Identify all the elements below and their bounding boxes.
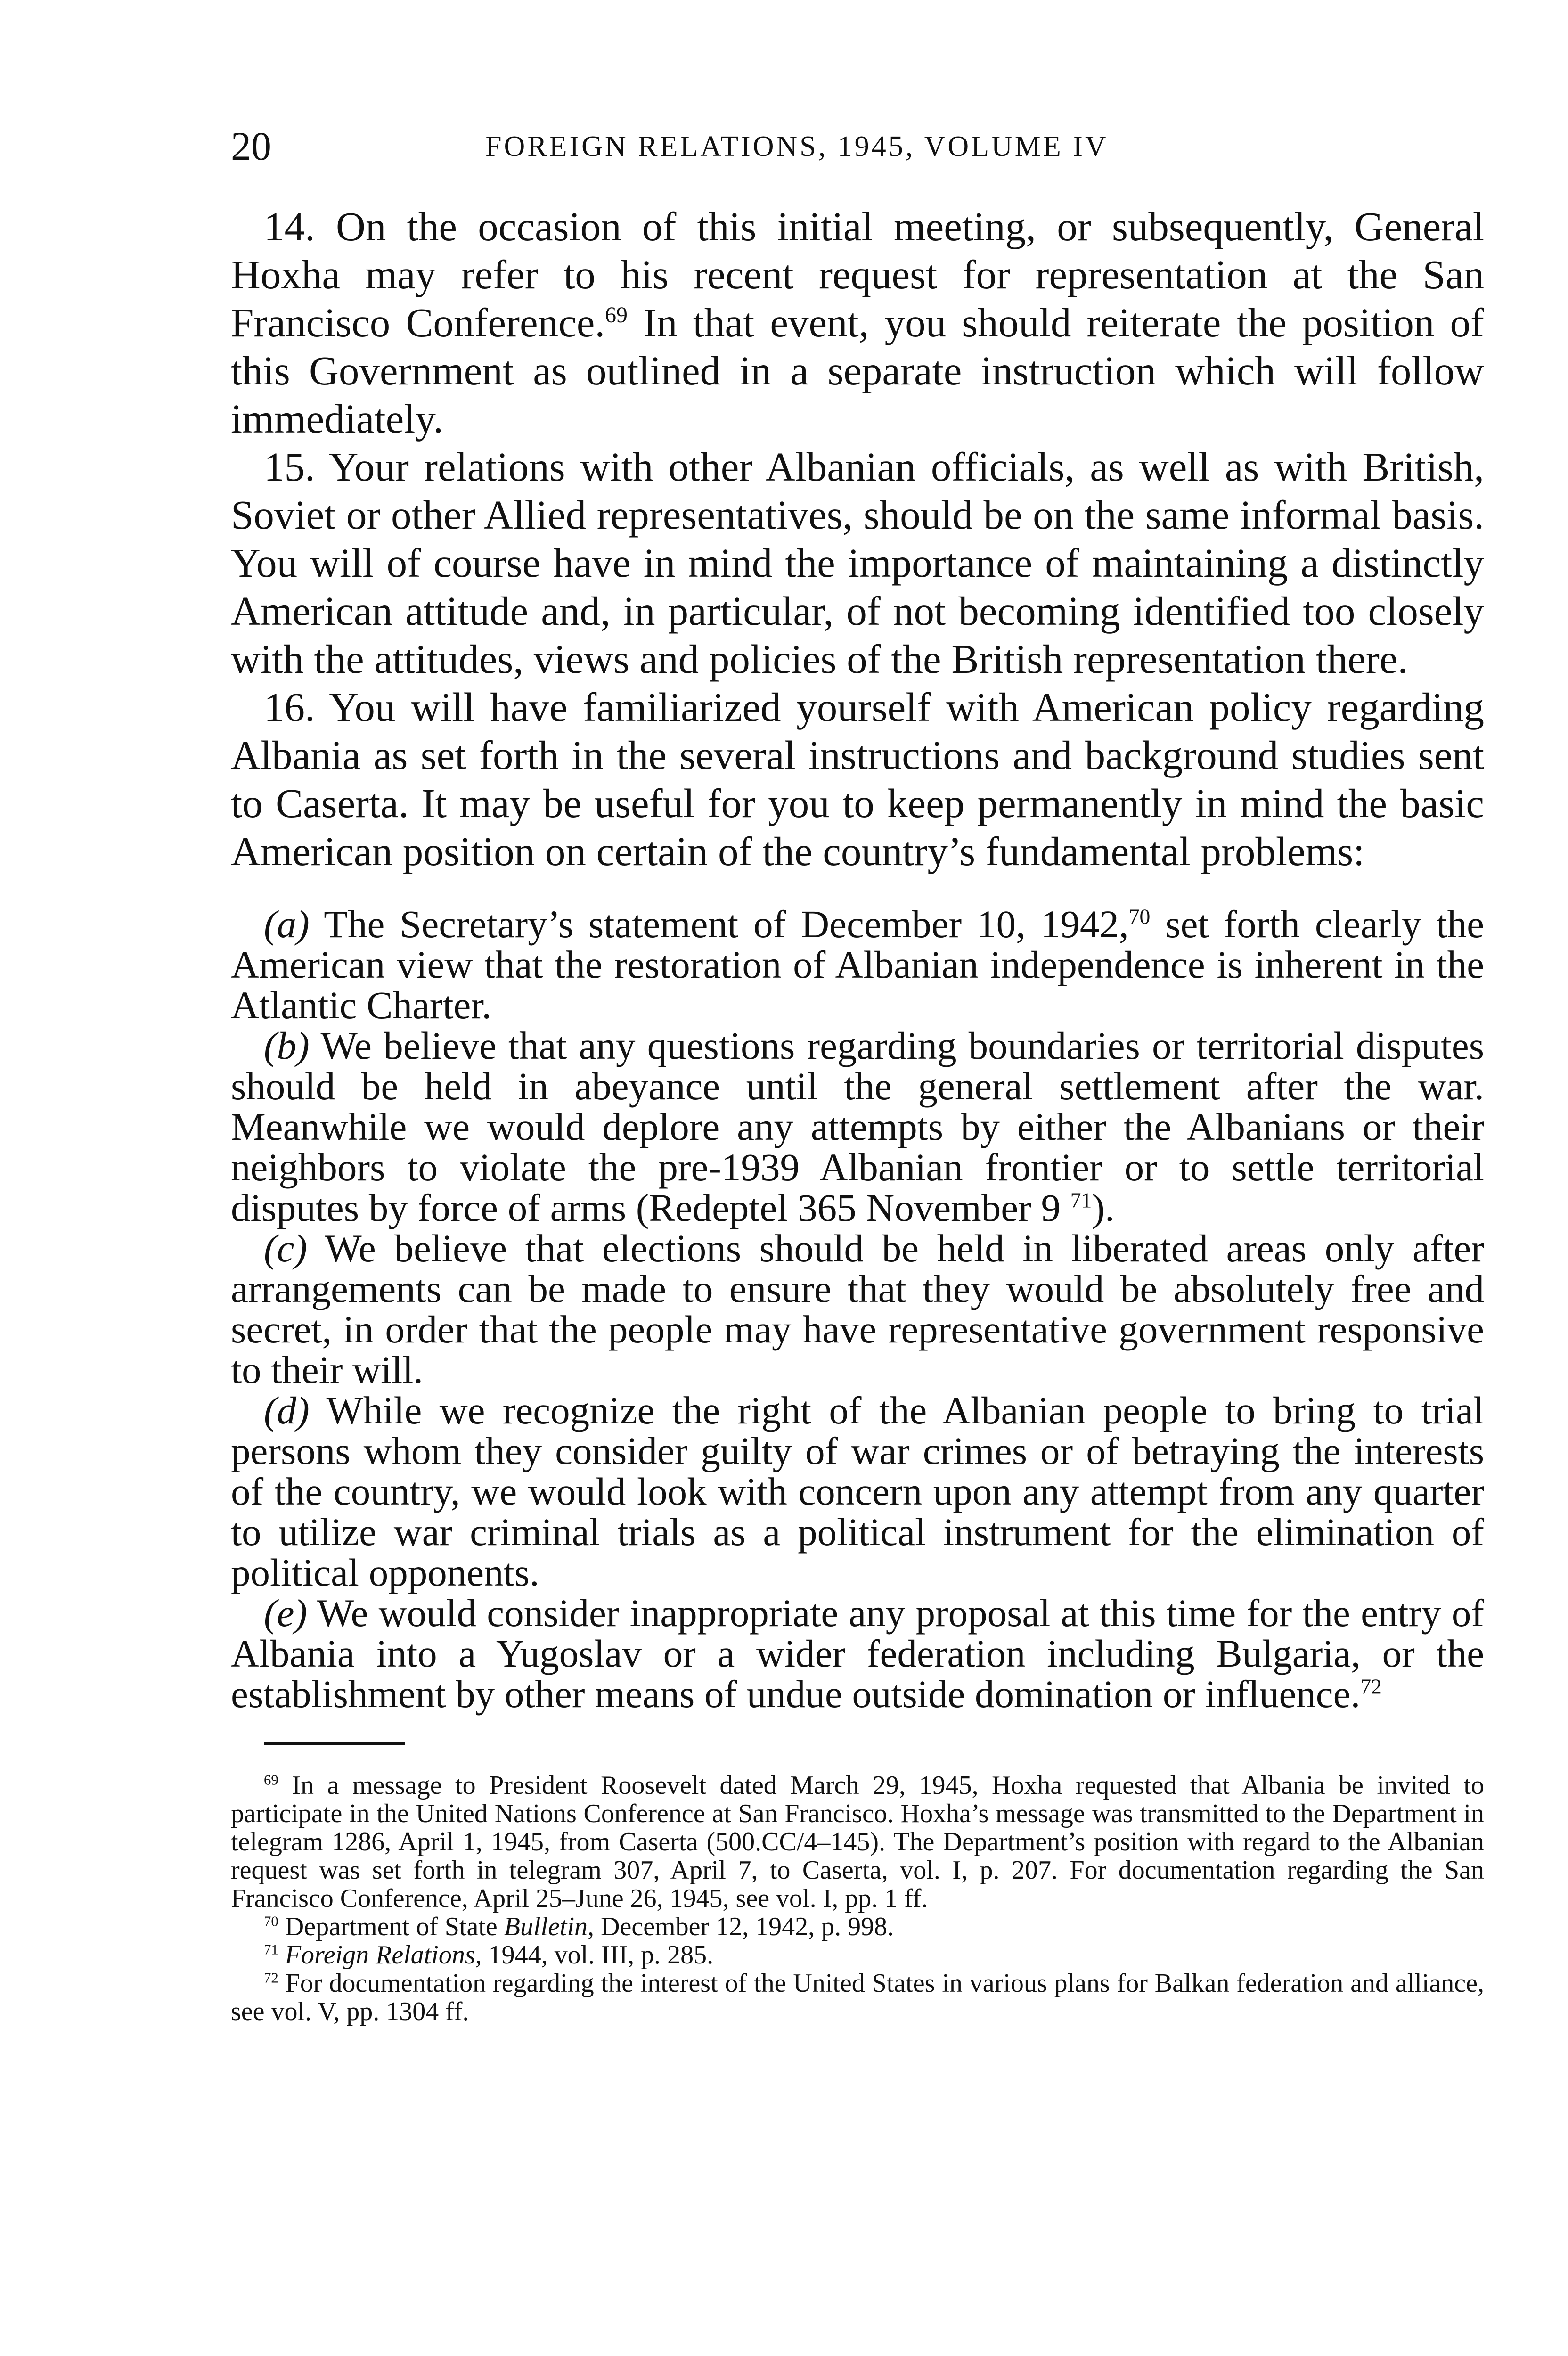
list-item-c [231, 1228, 1484, 1390]
footnotes [231, 1771, 1484, 2026]
item-label: (a) [264, 902, 310, 946]
footnote-ref-70: 70 [1128, 904, 1151, 929]
footnote-text: Department of State [285, 1912, 504, 1941]
footnote-title: Foreign Relations [285, 1940, 475, 1970]
paragraph-16 [231, 683, 1484, 875]
paragraph-number: 16. [264, 684, 315, 730]
paragraph-14 [231, 203, 1484, 443]
paragraph-15 [231, 443, 1484, 683]
footnote-marker: 71 [264, 1941, 278, 1958]
footnote-70 [231, 1913, 1484, 1941]
list-item-b [231, 1025, 1484, 1228]
item-text: ). [1092, 1186, 1115, 1229]
list-item-d [231, 1390, 1484, 1593]
footnote-marker: 72 [264, 1970, 278, 1986]
item-text: We believe that elections should be held in liberated areas only after arrangements can be made to ensure that they would be absolutely free and secret, in order that the people may have representative government responsive to their will. [231, 1227, 1484, 1391]
item-label: (e) [264, 1591, 308, 1635]
footnote-marker: 69 [264, 1772, 278, 1788]
footnote-69 [231, 1771, 1484, 1913]
paragraph-text: On the occasion of this initial meeting, or subsequently, General Hoxha may refer to his recent request for representation at the San Francisco Conference. [231, 204, 1484, 345]
item-label: (d) [264, 1389, 310, 1432]
footnote-divider [264, 1742, 405, 1745]
footnote-text: , December 12, 1942, p. 998. [588, 1912, 894, 1941]
footnote-text: In a message to President Roosevelt dated March 29, 1945, Hoxha requested that Albania be invited to participate in the United Nations Conference at San Francisco. Hoxha’s message was transmitted to the Department in telegram 1286, April 1, 1945, from Caserta (500.CC/4–145). The Department’s position with regard to the Albanian request was set forth in telegram 307, April 7, to Caserta, vol. I, p. 207. For documentation regarding the San Francisco Conference, April 25–June 26, 1945, see vol. I, pp. 1 ff. [231, 1771, 1485, 1913]
item-label: (c) [264, 1227, 308, 1270]
footnote-72 [231, 1969, 1484, 2026]
paragraph-text: In that event, you should reiterate the position of this Government as outlined in a separate instruction which will follow immediately. [231, 300, 1484, 442]
footnote-71 [231, 1941, 1484, 1969]
item-text: We believe that any questions regarding boundaries or territorial disputes should be held in abeyance until the general settlement after the war. Meanwhile we would deplore any attempts by either the Albanians or their neighbors to violate the pre-1939 Albanian frontier or to settle territorial disputes by force of arms (Redeptel 365 November 9 [231, 1024, 1484, 1229]
footnote-ref-69: 69 [605, 303, 628, 327]
page-header [231, 120, 1484, 172]
footnote-text: , 1944, vol. III, p. 285. [475, 1940, 714, 1970]
item-label: (b) [264, 1024, 310, 1067]
footnote-text: For documentation regarding the interest of the United States in various plans for Balkan federation and alliance, see vol. V, pp. 1304 ff. [231, 1969, 1484, 2026]
page-number: 20 [231, 123, 271, 169]
list-item-a [231, 904, 1484, 1025]
item-text: While we recognize the right of the Albanian people to bring to trial persons whom they consider guilty of war crimes or of betraying the interests of the country, we would look with concern upon any attempt from any quarter to utilize war criminal trials as a political instrument for the elimination of political opponents. [231, 1389, 1484, 1594]
footnote-ref-72: 72 [1360, 1674, 1382, 1699]
paragraph-text: You will have familiarized yourself with American policy regarding Albania as set forth in the several instructions and background studies sent to Caserta. It may be useful for you to keep permanently in mind the basic American position on certain of the country’s fundamental problems: [231, 684, 1484, 874]
footnote-ref-71: 71 [1070, 1188, 1092, 1212]
position-list [231, 904, 1484, 1714]
item-text: set forth clearly the American view that the restoration of Albanian independence is inherent in the Atlantic Charter. [231, 902, 1485, 1027]
page-body [231, 203, 1484, 2026]
list-item-e [231, 1593, 1484, 1714]
footnote-title: Bulletin [504, 1912, 588, 1941]
running-head: FOREIGN RELATIONS, 1945, VOLUME IV [485, 131, 1109, 163]
item-text: The Secretary’s statement of December 10, 1942, [324, 902, 1129, 946]
paragraph-text: Your relations with other Albanian officials, as well as with British, Soviet or other Allied representatives, should be on the same informal basis. You will of course have in mind the importance of maintaining a distinctly American attitude and, in particular, of not becoming identified too closely with the attitudes, views and policies of the British representation there. [231, 444, 1484, 682]
paragraph-number: 15. [264, 444, 315, 490]
item-text: We would consider inappropriate any proposal at this time for the entry of Albania into a Yugoslav or a wider federation including Bulgaria, or the establishment by other means of undue outside domination or influence. [231, 1591, 1484, 1716]
paragraph-number: 14. [264, 204, 315, 249]
footnote-marker: 70 [264, 1913, 278, 1930]
